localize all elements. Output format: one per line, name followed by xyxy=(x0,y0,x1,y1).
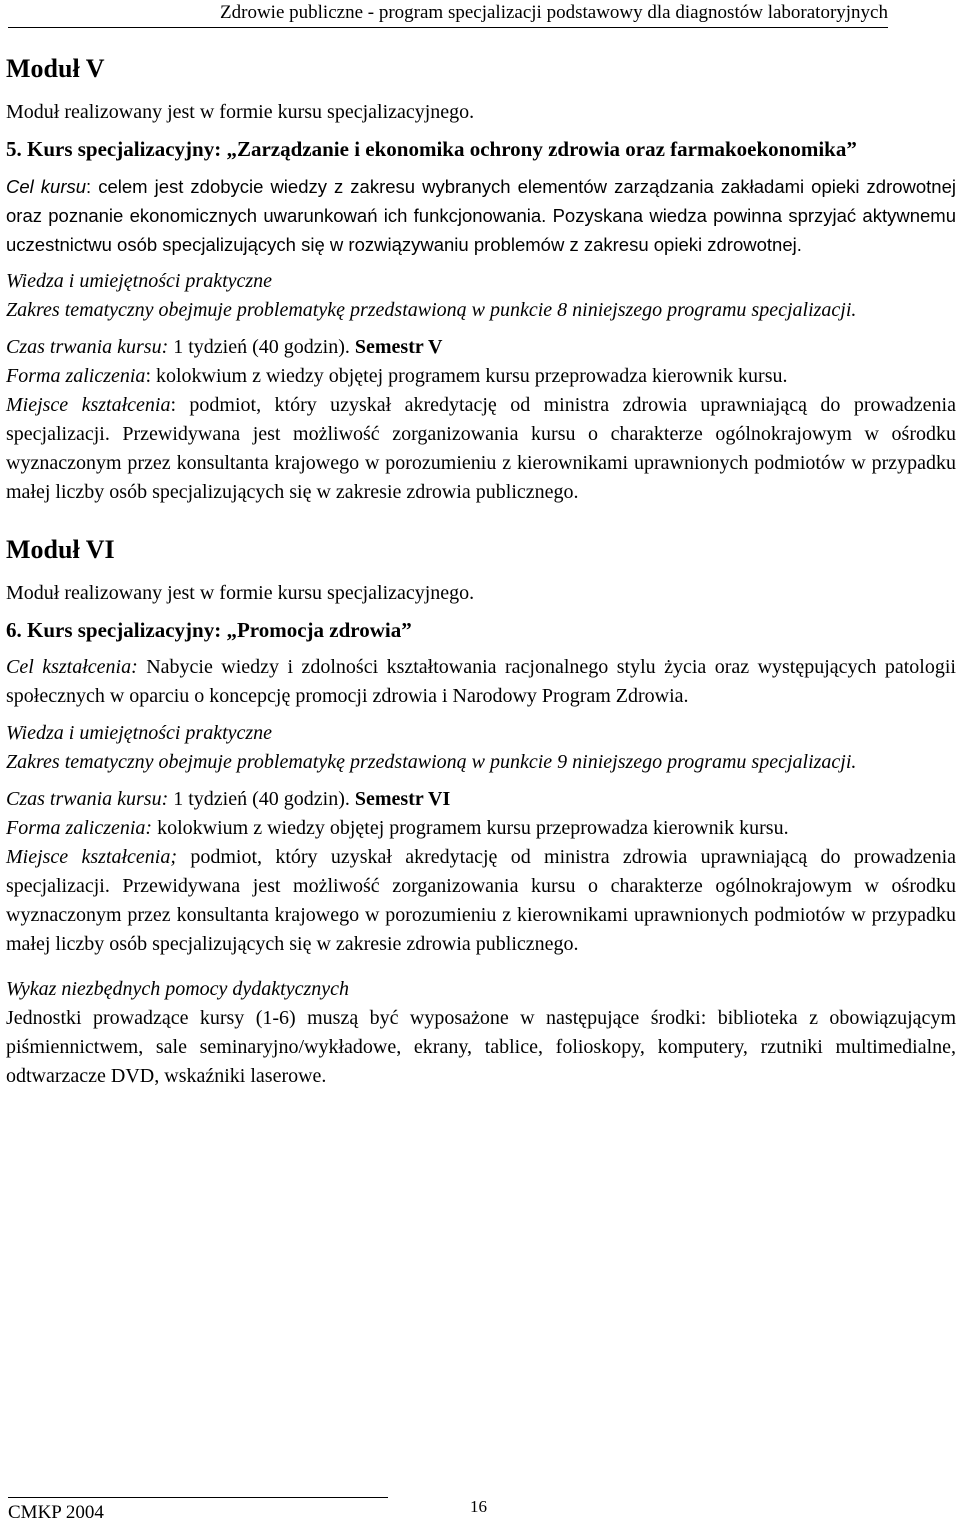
module-6-place xyxy=(6,843,956,959)
module-6-goal-text: Nabycie wiedzy i zdolności kształtowania racjonalnego stylu życia oraz występujących patologii społecznych w oparciu o koncepcję promocji zdrowia i Narodowy Program Zdrowia. xyxy=(6,656,956,707)
module-5-assessment-text: : kolokwium z wiedzy objętej programem kursu przeprowadza kierownik kursu. xyxy=(145,365,788,387)
module-5-duration xyxy=(6,333,956,362)
module-5-knowledge-heading: Wiedza i umiejętności praktyczne xyxy=(6,270,273,292)
aids-text: Jednostki prowadzące kursy (1-6) muszą być wyposażone w następujące środki: biblioteka z obowiązującym piśmiennictwem, sale seminaryjno/wykładowe, ekrany, tablice, folioskopy, komputery, rzutniki multimedialne, odtwarzacze DVD, wskaźniki laserowe. xyxy=(6,1007,956,1087)
module-6-assessment xyxy=(6,814,956,843)
aids-heading: Wykaz niezbędnych pomocy dydaktycznych xyxy=(6,978,350,1000)
module-5-assessment xyxy=(6,362,956,391)
module-5-place-label: Miejsce kształcenia xyxy=(6,394,171,416)
footer-rule xyxy=(8,1497,388,1498)
module-5-semester: Semestr V xyxy=(354,336,443,358)
module-5-duration-text: 1 tydzień (40 godzin). xyxy=(168,336,355,358)
module-5-duration-label: Czas trwania kursu: xyxy=(6,336,169,358)
running-header: Zdrowie publiczne - program specjalizacji podstawowy dla diagnostów laboratoryjnych xyxy=(8,2,888,28)
module-6-assessment-label: Forma zaliczenia: xyxy=(6,817,153,839)
module-5-course-title: 5. Kurs specjalizacyjny: „Zarządzanie i ekonomika ochrony zdrowia oraz farmakoekonomika” xyxy=(6,137,857,161)
module-5-scope: Zakres tematyczny obejmuje problematykę przedstawioną w punkcie 8 niniejszego programu specjalizacji. xyxy=(6,299,857,321)
module-6-place-label: Miejsce kształcenia; xyxy=(6,846,178,868)
module-6-scope: Zakres tematyczny obejmuje problematykę przedstawioną w punkcie 9 niniejszego programu specjalizacji. xyxy=(6,751,857,773)
page-footer xyxy=(0,1497,960,1525)
page-content xyxy=(6,52,956,1091)
module-5-goal-text-2: Pozyskana wiedza powinna sprzyjać aktywnemu uczestnictwu osób specjalizujących się w rozwiązywaniu problemów z zakresu opieki zdrowotnej. xyxy=(6,205,957,255)
module-6-goal-label: Cel kształcenia: xyxy=(6,656,138,678)
module-5-goal-text: : celem jest zdobycie wiedzy z zakresu wybranych elementów zarządzania zakładami opieki zdrowotnej oraz poznanie ekonomicznych uwarunkowań ich funkcjonowania. xyxy=(6,176,956,226)
module-6-duration xyxy=(6,785,956,814)
module-6-assessment-text: kolokwium z wiedzy objętej programem kursu przeprowadza kierownik kursu. xyxy=(152,817,789,839)
module-6-course-title: 6. Kurs specjalizacyjny: „Promocja zdrowia” xyxy=(6,618,412,642)
module-5-place-text: : podmiot, który uzyskał akredytację od ministra zdrowia uprawniającą do prowadzenia specjalizacji. Przewidywana jest możliwość zorganizowania kursu o charakterze ogólnokrajowym w ośrodku wyznaczonym przez konsultanta krajowego w porozumieniu z kierownikami uprawnionych podmiotów w przypadku małej liczby osób specjalizujących się w zakresie zdrowia publicznego. xyxy=(6,394,956,503)
module-6-duration-label: Czas trwania kursu: xyxy=(6,788,169,810)
module-5-intro: Moduł realizowany jest w formie kursu specjalizacyjnego. xyxy=(6,101,475,123)
module-5-goal-label: Cel kursu xyxy=(6,176,87,197)
module-6-place-text: podmiot, który uzyskał akredytację od ministra zdrowia uprawniającą do prowadzenia specjalizacji. Przewidywana jest możliwość zorganizowania kursu o charakterze ogólnokrajowym w ośrodku wyznaczonym przez konsultanta krajowego w porozumieniu z kierownikami uprawnionych podmiotów w przypadku małej liczby osób specjalizujących się w zakresie zdrowia publicznego. xyxy=(6,846,956,955)
module-6-title: Moduł VI xyxy=(6,535,115,564)
module-6-knowledge-heading: Wiedza i umiejętności praktyczne xyxy=(6,722,273,744)
module-5-place xyxy=(6,391,956,507)
module-6-intro: Moduł realizowany jest w formie kursu specjalizacyjnego. xyxy=(6,582,475,604)
page-number: 16 xyxy=(470,1497,487,1516)
footer-publisher: CMKP 2004 xyxy=(8,1502,104,1523)
module-6-goal xyxy=(6,653,956,711)
module-5-title: Moduł V xyxy=(6,54,105,83)
module-5-assessment-label: Forma zaliczenia xyxy=(6,365,146,387)
module-6-duration-text: 1 tydzień (40 godzin). xyxy=(168,788,355,810)
module-5-goal xyxy=(6,172,956,259)
module-6-semester: Semestr VI xyxy=(354,788,451,810)
